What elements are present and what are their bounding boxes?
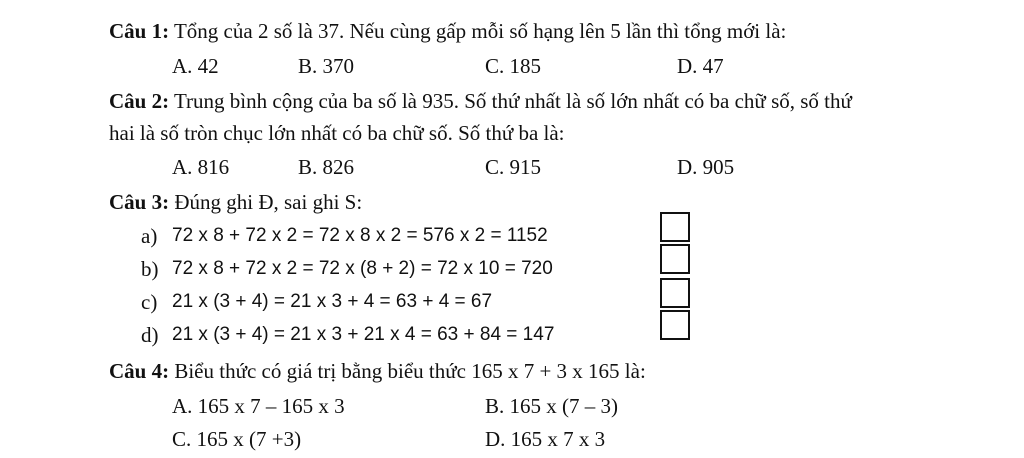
question-1-text: Tổng của 2 số là 37. Nếu cùng gấp mỗi số hạng lên 5 lần thì tổng mới là: <box>173 19 787 43</box>
question-3 <box>109 189 362 215</box>
answer-box-d[interactable] <box>660 310 690 340</box>
question-2-label: Câu 2: <box>109 89 170 113</box>
statement-b-letter: b) <box>141 257 159 281</box>
question-3-label: Câu 3: <box>109 190 170 214</box>
q2-option-d[interactable]: D. 905 <box>677 155 735 179</box>
q4-option-b[interactable]: B. 165 x (7 – 3) <box>485 394 618 418</box>
question-4-label: Câu 4: <box>109 359 170 383</box>
statement-a-expression: 72 x 8 + 72 x 2 = 72 x 8 x 2 = 576 x 2 = 1152 <box>172 225 548 246</box>
q2-option-b[interactable]: B. 826 <box>298 155 355 179</box>
question-1-label: Câu 1: <box>109 19 170 43</box>
question-4-text: Biểu thức có giá trị bằng biểu thức 165 x 7 + 3 x 165 là: <box>174 359 646 383</box>
q2-option-a[interactable]: A. 816 <box>172 155 230 179</box>
question-3-text: Đúng ghi Đ, sai ghi S: <box>174 190 363 214</box>
question-4 <box>109 358 646 384</box>
answer-box-a[interactable] <box>660 212 690 242</box>
answer-box-b[interactable] <box>660 244 690 274</box>
q1-option-a[interactable]: A. 42 <box>172 54 219 78</box>
q4-option-c[interactable]: C. 165 x (7 +3) <box>172 427 302 451</box>
q1-option-b[interactable]: B. 370 <box>298 54 355 78</box>
statement-c-letter: c) <box>141 290 158 314</box>
q4-option-a[interactable]: A. 165 x 7 – 165 x 3 <box>172 394 345 418</box>
statement-b-expression: 72 x 8 + 72 x 2 = 72 x (8 + 2) = 72 x 10 = 720 <box>172 258 553 279</box>
q2-option-c[interactable]: C. 915 <box>485 155 542 179</box>
question-2-text-line2: hai là số tròn chục lớn nhất có ba chữ số. Số thứ ba là: <box>109 121 565 145</box>
statement-c-expression: 21 x (3 + 4) = 21 x 3 + 4 = 63 + 4 = 67 <box>172 291 493 312</box>
question-2 <box>109 88 852 114</box>
q1-option-d[interactable]: D. 47 <box>677 54 724 78</box>
statement-d-letter: d) <box>141 323 159 347</box>
q4-option-d[interactable]: D. 165 x 7 x 3 <box>485 427 606 451</box>
question-1 <box>109 18 786 44</box>
statement-d-expression: 21 x (3 + 4) = 21 x 3 + 21 x 4 = 63 + 84 = 147 <box>172 324 555 345</box>
q1-option-c[interactable]: C. 185 <box>485 54 542 78</box>
answer-box-c[interactable] <box>660 278 690 308</box>
question-2-text-line1: Trung bình cộng của ba số là 935. Số thứ nhất là số lớn nhất có ba chữ số, số thứ <box>173 89 852 113</box>
statement-a-letter: a) <box>141 224 158 248</box>
